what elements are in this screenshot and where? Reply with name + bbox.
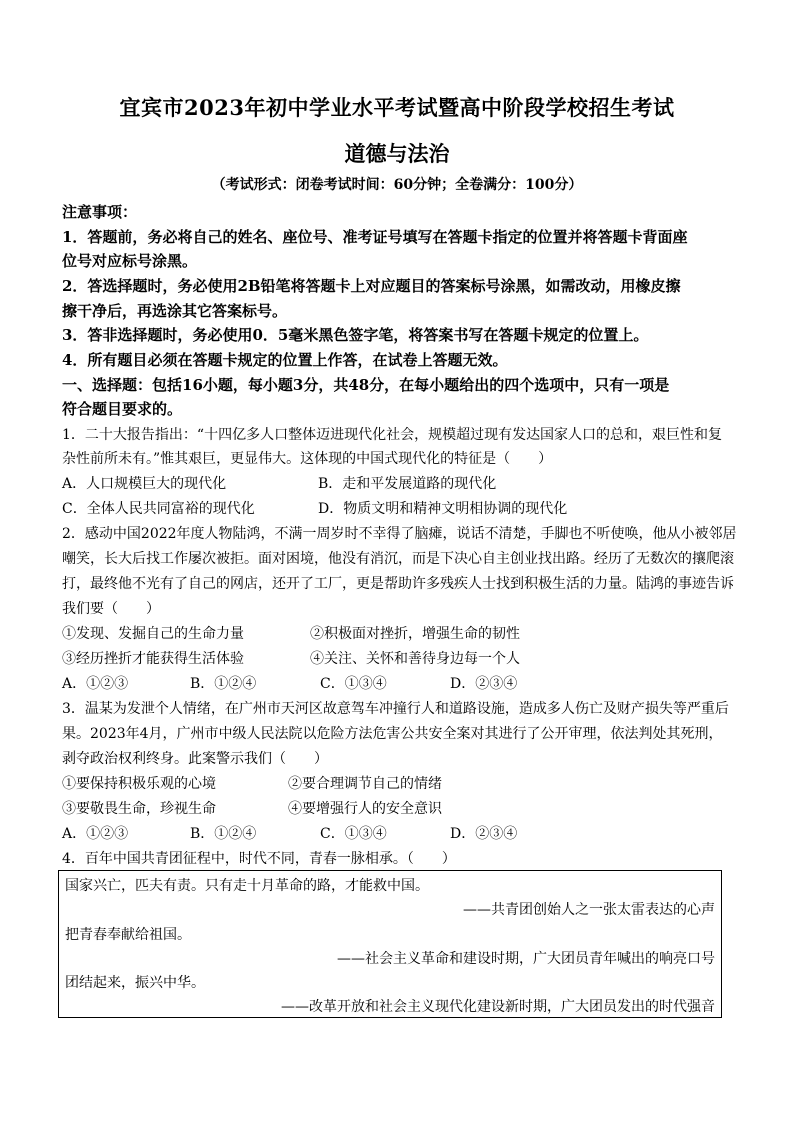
material-source-3: ——改革开放和社会主义现代化建设新时期，广大团员发出的时代强音	[281, 999, 715, 1015]
material-line-3: 团结起来，振兴中华。	[65, 975, 205, 991]
q1-stem-line-1: 1．二十大报告指出：“十四亿多人口整体迈进现代化社会，规模超过现有发达国家人口的总和，艰巨性和复	[62, 427, 723, 443]
section-heading-line-1: 一、选择题：包括16小题，每小题3分，共48分，在每小题给出的四个选项中，只有一项是	[62, 376, 670, 394]
q2-statement-3: ③经历挫折才能获得生活体验	[62, 651, 244, 667]
q3-statement-4: ④要增强行人的安全意识	[288, 801, 442, 817]
section-heading-line-2: 符合题目要求的。	[62, 400, 183, 418]
q3-statement-1: ①要保持积极乐观的心境	[62, 776, 216, 792]
subject-title: 道德与法治	[344, 141, 450, 166]
q2-statement-4: ④关注、关怀和善待身边每一个人	[310, 651, 520, 667]
note-1-line-1: 1．答题前，务必将自己的姓名、座位号、准考证号填写在答题卡指定的位置并将答题卡背面座	[62, 228, 688, 246]
q4-material-box	[58, 870, 722, 1018]
q3-stem-line-1: 3．温某为发泄个人情绪，在广州市天河区故意驾车冲撞行人和道路设施，造成多人伤亡及财产损失等严重后	[62, 701, 729, 717]
q1-option-d: D．物质文明和精神文明相协调的现代化	[318, 501, 568, 517]
material-source-1: ——共青团创始人之一张太雷表达的心声	[463, 902, 715, 918]
q2-stem-line-3: 打，最终他不光有了自己的网店，还开了工厂，更是帮助许多残疾人士找到积极生活的力量。陆鸿的事迹告诉	[62, 576, 734, 592]
material-line-1: 国家兴亡，匹夫有责。只有走十月革命的路，才能救中国。	[65, 878, 429, 894]
exam-info: （考试形式：闭卷考试时间：60分钟；全卷满分：100分）	[211, 177, 583, 193]
q2-option-a: A．①②③	[62, 676, 129, 692]
q1-option-c: C．全体人民共同富裕的现代化	[62, 501, 255, 517]
q1-stem-line-2: 杂性前所未有。”惟其艰巨，更显伟大。这体现的中国式现代化的特征是（ ）	[62, 451, 553, 467]
q3-option-d: D．②③④	[450, 826, 518, 842]
note-2-line-1: 2．答选择题时，务必使用2B铅笔将答题卡上对应题目的答案标号涂黑，如需改动，用橡皮擦	[62, 277, 681, 295]
notes-heading: 注意事项：	[62, 203, 138, 221]
q3-option-c: C．①③④	[320, 826, 387, 842]
q3-statement-2: ②要合理调节自己的情绪	[288, 776, 442, 792]
q3-option-a: A．①②③	[62, 826, 129, 842]
q3-statement-3: ③要敬畏生命，珍视生命	[62, 801, 216, 817]
q3-stem-line-2: 果。2023年4月，广州市中级人民法院以危险方法危害公共安全案对其进行了公开审理，依法判处其死刑，	[62, 726, 723, 742]
q2-option-d: D．②③④	[450, 676, 518, 692]
q1-option-a: A．人口规模巨大的现代化	[62, 476, 227, 492]
q2-statement-2: ②积极面对挫折，增强生命的韧性	[310, 626, 520, 642]
q2-stem-line-4: 我们要（ ）	[62, 601, 160, 617]
q2-option-c: C．①③④	[320, 676, 387, 692]
q3-stem-line-3: 剥夺政治权利终身。此案警示我们（ ）	[62, 751, 328, 767]
note-2-line-2: 擦干净后，再选涂其它答案标号。	[62, 302, 288, 320]
q2-statement-1: ①发现、发掘自己的生命力量	[62, 626, 244, 642]
exam-title: 宜宾市2023年初中学业水平考试暨高中阶段学校招生考试	[119, 95, 675, 120]
q3-option-b: B．①②④	[190, 826, 257, 842]
note-4: 4．所有题目必须在答题卡规定的位置上作答，在试卷上答题无效。	[62, 351, 508, 369]
note-1-line-2: 位号对应标号涂黑。	[62, 252, 198, 270]
q1-option-b: B．走和平发展道路的现代化	[318, 476, 497, 492]
q2-stem-line-1: 2．感动中国2022年度人物陆鸿，不满一周岁时不幸得了脑瘫，说话不清楚，手脚也不听使唤，他从小被邻居	[62, 526, 737, 542]
material-source-2: ——社会主义革命和建设时期，广大团员青年喊出的响亮口号	[337, 951, 715, 967]
q2-stem-line-2: 嘲笑，长大后找工作屡次被拒。面对困境，他没有消沉，而是下决心自主创业找出路。经历了无数次的攘爬滚	[62, 551, 734, 567]
material-line-2: 把青春奉献给祖国。	[65, 927, 191, 943]
q4-stem: 4．百年中国共青团征程中，时代不同，青春一脉相承。（ ）	[62, 851, 456, 867]
note-3: 3．答非选择题时，务必使用0．5毫米黑色签字笔，将答案书写在答题卡规定的位置上。	[62, 326, 649, 344]
q2-option-b: B．①②④	[190, 676, 257, 692]
